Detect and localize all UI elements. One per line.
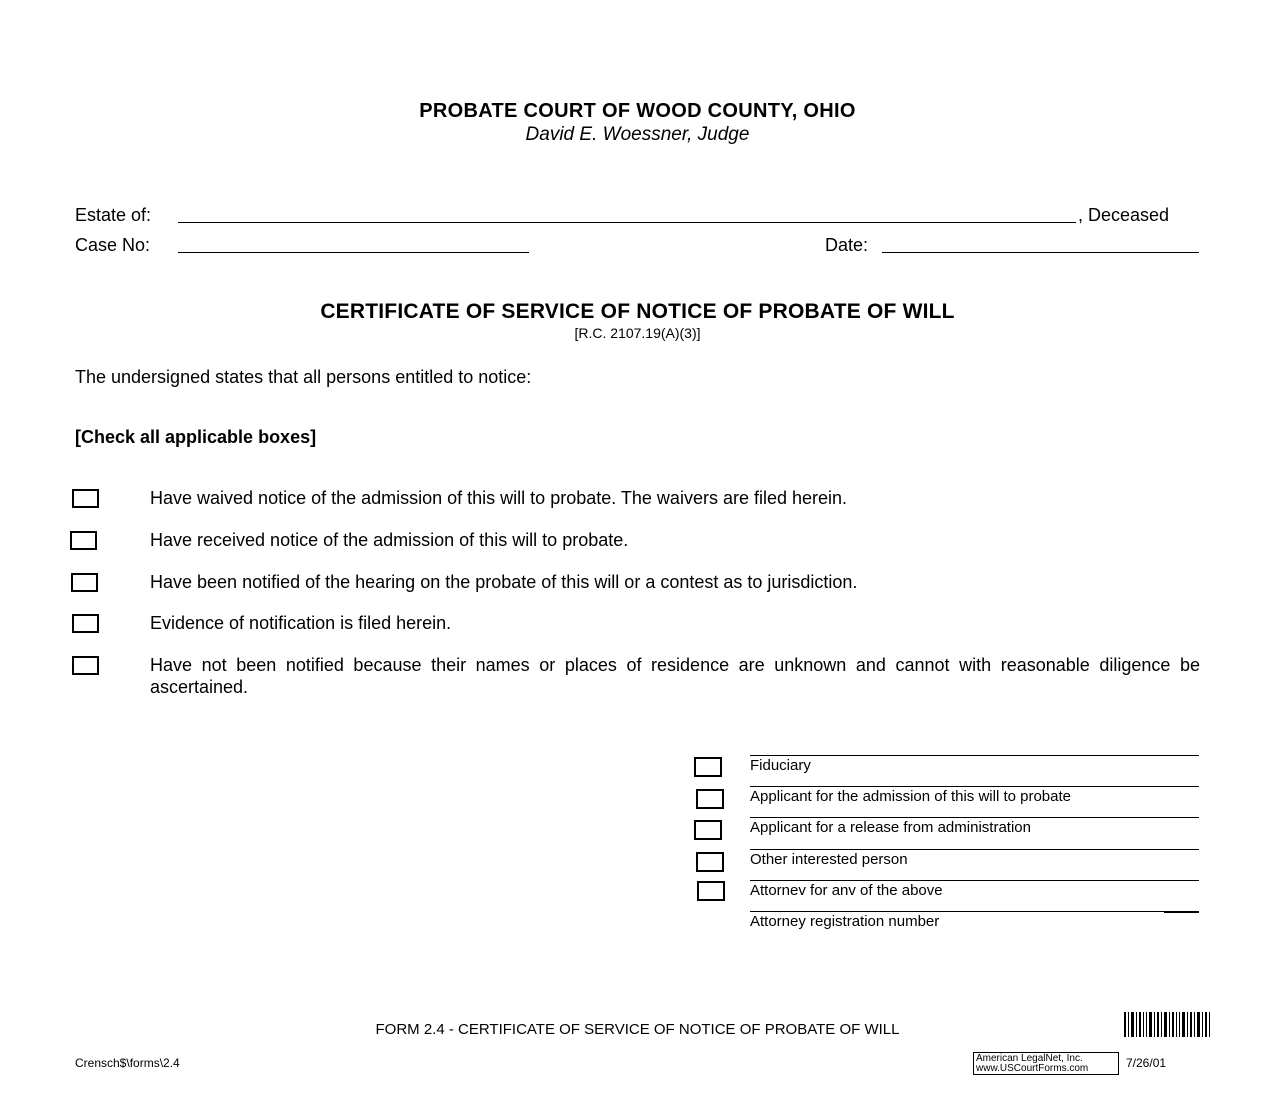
- date-label: Date:: [825, 235, 869, 255]
- form-footer-title: FORM 2.4 - CERTIFICATE OF SERVICE OF NOTICE OF PROBATE OF WILL: [375, 1021, 900, 1038]
- judge-name: David E. Woessner, Judge: [525, 124, 750, 145]
- signature-line-interested-person[interactable]: [750, 849, 1199, 850]
- signer-label-applicant-probate: Applicant for the admission of this will to probate: [750, 788, 1071, 805]
- estate-field[interactable]: [178, 207, 1076, 223]
- file-path-code: Crensch$\forms\2.4: [75, 1056, 180, 1070]
- signer-label-interested-person: Other interested person: [750, 851, 908, 868]
- option-label-received: Have received notice of the admission of this will to probate.: [150, 530, 629, 550]
- statute-reference: [R.C. 2107.19(A)(3)]: [574, 325, 701, 341]
- option-checkbox-waived[interactable]: [72, 489, 99, 508]
- signer-label-attorney: Attornev for anv of the above: [750, 882, 943, 899]
- date-value: [882, 237, 886, 257]
- court-title: PROBATE COURT OF WOOD COUNTY, OHIO: [419, 100, 856, 122]
- signature-line-applicant-release[interactable]: [750, 817, 1199, 818]
- case-no-label: Case No:: [75, 235, 151, 255]
- case-no-field[interactable]: [178, 237, 529, 253]
- deceased-label: , Deceased: [1078, 205, 1170, 225]
- option-label-waived: Have waived notice of the admission of this will to probate. The waivers are filed herein.: [150, 488, 848, 508]
- option-checkbox-notified[interactable]: [71, 573, 98, 592]
- barcode-image: [1124, 1012, 1210, 1037]
- option-checkbox-received[interactable]: [70, 531, 97, 550]
- instruction-text: [Check all applicable boxes]: [75, 427, 317, 447]
- signer-checkbox-attorney[interactable]: [697, 881, 725, 901]
- estate-value: [178, 207, 182, 227]
- signer-checkbox-fiduciary[interactable]: [694, 757, 722, 777]
- publisher-website: www.USCourtForms.com: [976, 1063, 1089, 1074]
- date-field[interactable]: [882, 237, 1199, 253]
- signer-label-fiduciary: Fiduciary: [750, 757, 811, 774]
- form-revision-date: 7/26/01: [1126, 1056, 1167, 1070]
- intro-text: The undersigned states that all persons entitled to notice:: [75, 367, 532, 387]
- attorney-reg-line[interactable]: [750, 911, 1164, 912]
- option-label-evidence: Evidence of notification is filed herein.: [150, 613, 452, 633]
- option-checkbox-evidence[interactable]: [72, 614, 99, 633]
- option-checkbox-not-notified[interactable]: [72, 656, 99, 675]
- signature-line-applicant-probate[interactable]: [750, 786, 1199, 787]
- attorney-reg-label: Attorney registration number: [750, 913, 940, 930]
- estate-label: Estate of:: [75, 205, 152, 225]
- option-label-not-notified: Have not been notified because their names or places of residence are unknown and cannot with reasonable diligence be ascertained.: [150, 655, 1200, 697]
- signer-checkbox-applicant-release[interactable]: [694, 820, 722, 840]
- option-label-notified: Have been notified of the hearing on the probate of this will or a contest as to jurisdiction.: [150, 572, 858, 592]
- signer-checkbox-applicant-probate[interactable]: [696, 789, 724, 809]
- signature-line-attorney[interactable]: [750, 880, 1199, 881]
- certificate-title: CERTIFICATE OF SERVICE OF NOTICE OF PROBATE OF WILL: [320, 300, 955, 323]
- case-no-value: [178, 237, 182, 257]
- attorney-reg-line-end: [1164, 911, 1199, 913]
- signer-label-applicant-release: Applicant for a release from administration: [750, 819, 1031, 836]
- publisher-name: American LegalNet, Inc.: [976, 1053, 1083, 1064]
- signer-checkbox-interested-person[interactable]: [696, 852, 724, 872]
- publisher-box[interactable]: [973, 1052, 1119, 1075]
- signature-line-fiduciary[interactable]: [750, 755, 1199, 756]
